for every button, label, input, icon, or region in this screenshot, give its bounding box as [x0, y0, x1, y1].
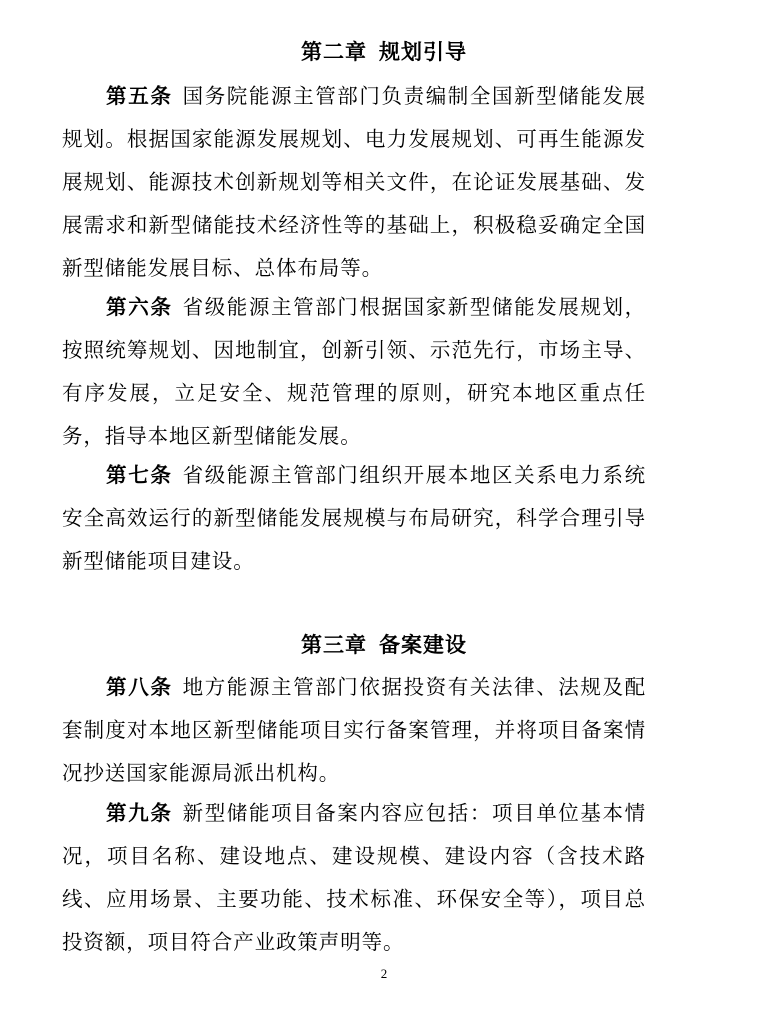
article-7-text: 省级能源主管部门组织开展本地区关系电力系统安全高效运行的新型储能发展规模与布局研究，科学合理引导新型储能项目建设。 — [62, 463, 647, 573]
article-7-label: 第七条 — [106, 463, 173, 487]
article-5-text: 国务院能源主管部门负责编制全国新型储能发展规划。根据国家能源发展规划、电力发展规划、可再生能源发展规划、能源技术创新规划等相关文件，在论证发展基础、发展需求和新型储能技术经济性等的基础上，积极稳妥确定全国新型储能发展目标、总体布局等。 — [62, 84, 647, 280]
page-number: 2 — [380, 966, 388, 981]
chapter-3-title: 备案建设 — [379, 633, 467, 657]
chapter-3-number: 第三章 — [301, 633, 367, 657]
article-9 — [62, 792, 646, 964]
chapter-2-heading — [0, 37, 768, 67]
article-5 — [62, 75, 646, 290]
article-8 — [62, 666, 646, 795]
chapter-2-number: 第二章 — [301, 40, 367, 64]
article-6 — [62, 286, 646, 458]
article-9-label: 第九条 — [106, 801, 173, 825]
article-5-label: 第五条 — [106, 84, 173, 108]
article-9-text: 新型储能项目备案内容应包括：项目单位基本情况，项目名称、建设地点、建设规模、建设内容（含技术路线、应用场景、主要功能、技术标准、环保安全等），项目总投资额，项目符合产业政策声明等。 — [62, 801, 647, 954]
article-7 — [62, 454, 646, 583]
article-6-text: 省级能源主管部门根据国家新型储能发展规划，按照统筹规划、因地制宜，创新引领、示范先行，市场主导、有序发展，立足安全、规范管理的原则，研究本地区重点任务，指导本地区新型储能发展。 — [62, 295, 647, 448]
article-8-text: 地方能源主管部门依据投资有关法律、法规及配套制度对本地区新型储能项目实行备案管理，并将项目备案情况抄送国家能源局派出机构。 — [62, 675, 647, 785]
chapter-2-title: 规划引导 — [379, 40, 467, 64]
article-6-label: 第六条 — [106, 295, 173, 319]
chapter-3-heading — [0, 630, 768, 660]
article-8-label: 第八条 — [106, 675, 173, 699]
